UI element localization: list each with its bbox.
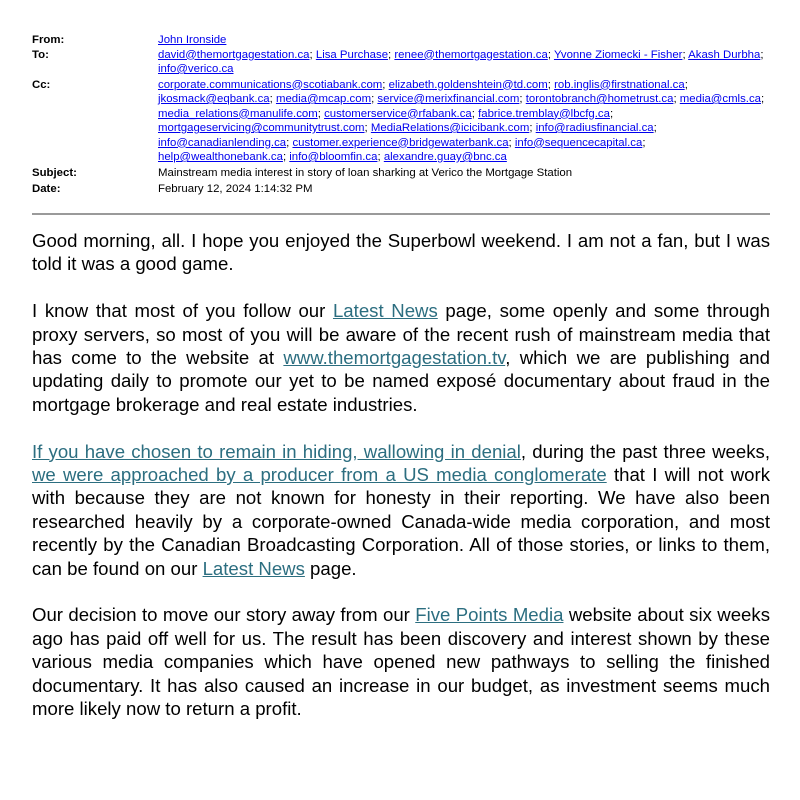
- recipient-separator: ;: [309, 48, 316, 61]
- subject-row: [32, 166, 770, 181]
- recipient-separator: ;: [547, 78, 555, 91]
- recipient-separator: ;: [609, 107, 614, 120]
- cc-recipient-link[interactable]: media@mcap.com: [275, 93, 372, 105]
- recipient-separator: ;: [282, 151, 290, 163]
- email-body: [32, 229, 770, 744]
- recipient-separator: ;: [653, 122, 657, 134]
- date-label: Date:: [32, 183, 61, 195]
- recipient-separator: ;: [286, 136, 293, 149]
- cc-row: [32, 78, 770, 165]
- to-row: [32, 48, 770, 77]
- date-row: [32, 182, 770, 197]
- cc-recipient-link[interactable]: info@sequencecapital.ca: [514, 136, 643, 149]
- recipient-separator: ;: [684, 78, 688, 91]
- cc-recipient-link[interactable]: info@bloomfin.ca: [289, 151, 378, 163]
- subject-label: Subject:: [32, 166, 77, 179]
- recipient-separator: ;: [529, 122, 536, 134]
- cc-recipient-link[interactable]: media_relations@manulife.com: [158, 107, 318, 120]
- paragraph-4-text-a: Our decision to move our story away from our: [32, 604, 416, 626]
- recipient-separator: ;: [388, 48, 395, 61]
- cc-recipient-link[interactable]: info@canadianlending.ca: [158, 136, 287, 149]
- recipient-separator: ;: [377, 151, 384, 163]
- cc-recipient-link[interactable]: help@wealthonebank.ca: [158, 151, 283, 163]
- to-recipient-list: [158, 48, 770, 77]
- from-sender-link[interactable]: John Ironside: [158, 34, 227, 46]
- cc-recipient-link[interactable]: customer.experience@bridgewaterbank.ca: [292, 136, 509, 149]
- recipient-separator: ;: [760, 93, 765, 105]
- recipient-separator: ;: [371, 93, 378, 105]
- paragraph-2-text-a: I know that most of you follow our: [32, 300, 333, 322]
- body-paragraph-1: [32, 229, 770, 276]
- paragraph-4-text-b: website about six weeks ago has paid off well for us. The result has been discovery and interest shown by these various media companies which have opened new pathways to selling the finished documentary. It has also caused an increase in our budget, as investment seems much more likely now to return a profit.: [32, 604, 770, 720]
- body-paragraph-3: [32, 440, 770, 580]
- paragraph-3-text-c: page.: [304, 557, 357, 579]
- cc-recipient-link[interactable]: fabrice.tremblay@lbcfg.ca: [478, 107, 610, 120]
- cc-recipient-link[interactable]: torontobranch@hometrust.ca: [525, 93, 674, 105]
- cc-recipient-link[interactable]: elizabeth.goldenshtein@td.com: [388, 78, 548, 91]
- latest-news-link-2[interactable]: Latest News: [202, 557, 305, 579]
- five-points-media-link[interactable]: Five Points Media: [415, 604, 564, 626]
- date-text: February 12, 2024 1:14:32 PM: [158, 183, 313, 195]
- recipient-separator: ;: [673, 93, 680, 105]
- recipient-separator: ;: [317, 107, 325, 120]
- header-divider: [32, 213, 770, 215]
- to-recipient-link[interactable]: Yvonne Ziomecki - Fisher: [553, 48, 683, 61]
- paragraph-3-text-a: , during the past three weeks,: [520, 440, 770, 462]
- from-row: [32, 33, 770, 48]
- cc-recipient-link[interactable]: service@merixfinancial.com: [377, 93, 520, 105]
- cc-recipient-link[interactable]: jkosmack@eqbank.ca: [158, 93, 270, 105]
- recipient-separator: ;: [547, 48, 554, 61]
- to-recipient-link[interactable]: Lisa Purchase: [315, 48, 389, 61]
- recipient-separator: ;: [382, 78, 389, 91]
- subject-text: Mainstream media interest in story of loan sharking at Verico the Mortgage Station: [158, 166, 573, 179]
- website-link[interactable]: www.themortgagestation.tv: [283, 347, 506, 369]
- cc-label: Cc:: [32, 78, 51, 91]
- cc-recipient-link[interactable]: info@radiusfinancial.ca: [535, 122, 654, 134]
- recipient-separator: ;: [642, 136, 646, 149]
- recipient-separator: ;: [269, 93, 276, 105]
- to-recipient-link[interactable]: info@verico.ca: [158, 63, 234, 75]
- email-header: [32, 33, 770, 197]
- to-recipient-link[interactable]: renee@themortgagestation.ca: [394, 48, 548, 61]
- cc-recipient-link[interactable]: alexandre.guay@bnc.ca: [383, 151, 507, 163]
- cc-recipient-list: [158, 78, 770, 165]
- cc-recipient-link[interactable]: mortgageservicing@communitytrust.com: [158, 122, 365, 134]
- recipient-separator: ;: [364, 122, 371, 134]
- cc-recipient-link[interactable]: rob.inglis@firstnational.ca: [554, 78, 685, 91]
- recipient-separator: ;: [471, 107, 479, 120]
- paragraph-1-text: Good morning, all. I hope you enjoyed the Superbowl weekend. I am not a fan, but I was told it was a good game.: [32, 230, 770, 275]
- to-recipient-link[interactable]: Akash Durbha: [688, 48, 761, 61]
- paragraph-2-text-c: , which we are publishing and updating daily to promote our yet to be named exposé documentary about fraud in the mortgage brokerage and real estate industries.: [32, 347, 770, 415]
- cc-recipient-link[interactable]: media@cmls.ca: [679, 93, 761, 105]
- body-paragraph-2: [32, 299, 770, 416]
- to-recipient-link[interactable]: david@themortgagestation.ca: [158, 48, 310, 61]
- us-media-producer-link[interactable]: we were approached by a producer from a US media conglomerate: [32, 464, 607, 486]
- recipient-separator: ;: [519, 93, 526, 105]
- cc-recipient-link[interactable]: corporate.communications@scotiabank.com: [158, 78, 383, 91]
- paragraph-2-text-b: page, some openly and some through proxy servers, so most of you will be aware of the recent rush of mainstream media that has come to the website at: [32, 300, 770, 369]
- cc-recipient-link[interactable]: MediaRelations@icicibank.com: [370, 122, 530, 134]
- from-label: From:: [32, 34, 65, 46]
- hiding-denial-link[interactable]: If you have chosen to remain in hiding, wallowing in denial: [32, 440, 521, 462]
- recipient-separator: ;: [682, 48, 689, 61]
- body-paragraph-4: [32, 603, 770, 720]
- cc-recipient-link[interactable]: customerservice@rfabank.ca: [324, 107, 472, 120]
- to-label: To:: [32, 48, 49, 61]
- recipient-separator: ;: [508, 136, 515, 149]
- recipient-separator: ;: [760, 48, 764, 61]
- latest-news-link[interactable]: Latest News: [332, 300, 438, 322]
- paragraph-3-text-b: that I will not work with because they are not known for honesty in their reporting. We have also been researched heavily by a corporate-owned Canada-wide media corporation, and most recently by the Canadian Broadcasting Corporation. All of those stories, or links to them, can be found on our: [32, 464, 770, 579]
